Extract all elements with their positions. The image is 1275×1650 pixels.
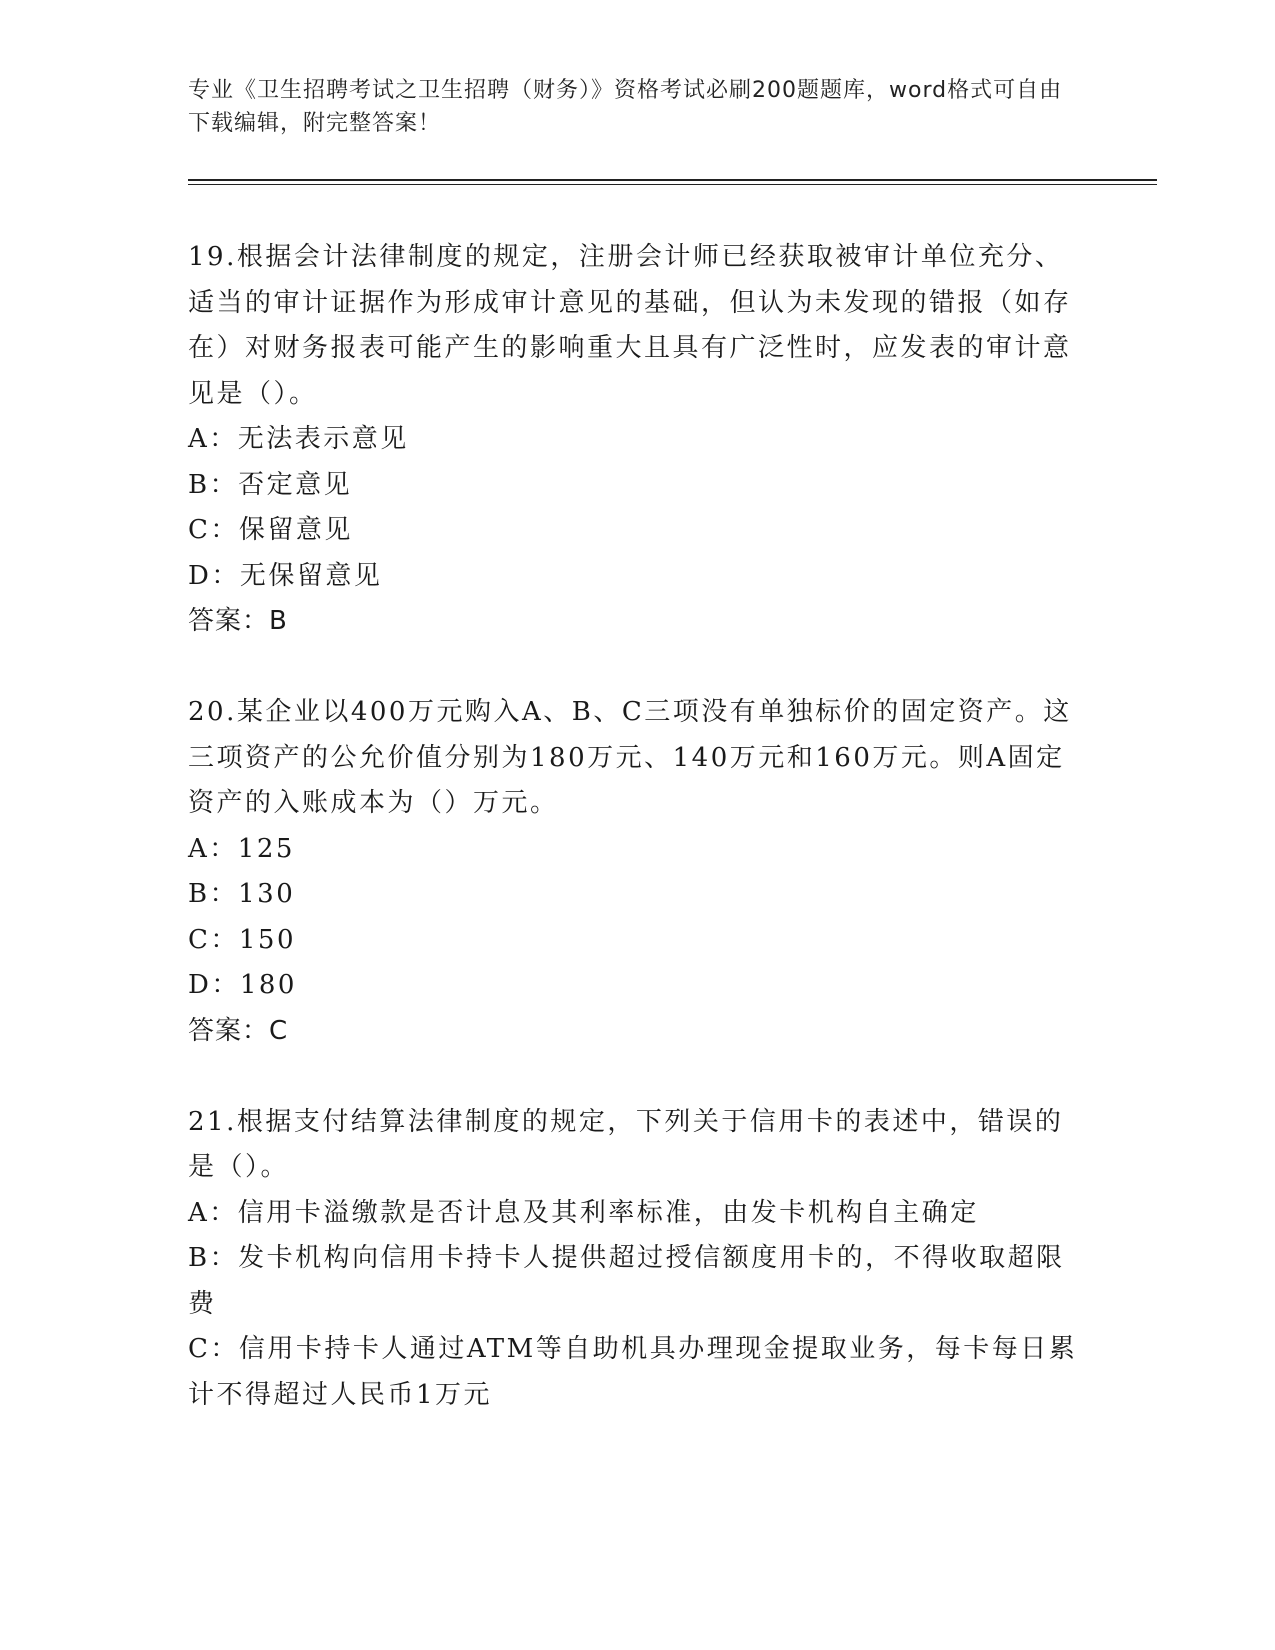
option-c: C：信用卡持卡人通过ATM等自助机具办理现金提取业务，每卡每日累计不得超过人民币1万元 bbox=[188, 1334, 1078, 1410]
question-stem: 21.根据支付结算法律制度的规定，下列关于信用卡的表述中，错误的是（）。 bbox=[188, 1106, 1064, 1182]
question-list bbox=[188, 235, 1088, 1464]
option-c: C：150 bbox=[188, 924, 297, 955]
option-b: B：发卡机构向信用卡持卡人提供超过授信额度用卡的，不得收取超限费 bbox=[188, 1243, 1065, 1319]
question-21 bbox=[188, 1100, 1088, 1419]
header-divider bbox=[188, 179, 1157, 185]
question-stem: 19.根据会计法律制度的规定，注册会计师已经获取被审计单位充分、适当的审计证据作为形成审计意见的基础，但认为未发现的错报（如存在）对财务报表可能产生的影响重大且具有广泛性时，应发表的审计意见是（）。 bbox=[188, 242, 1072, 409]
option-b: B：否定意见 bbox=[188, 469, 353, 500]
question-20 bbox=[188, 690, 1088, 1054]
option-d: D：无保留意见 bbox=[188, 560, 383, 591]
document-header: 专业《卫生招聘考试之卫生招聘（财务）》资格考试必刷200题题库，word格式可自由下载编辑，附完整答案！ bbox=[188, 78, 1063, 136]
question-stem: 20.某企业以400万元购入A、B、C三项没有单独标价的固定资产。这三项资产的公允价值分别为180万元、140万元和160万元。则A固定资产的入账成本为（）万元。 bbox=[188, 697, 1072, 818]
option-c: C：保留意见 bbox=[188, 515, 353, 545]
answer-line: 答案：B bbox=[188, 606, 288, 636]
option-a: A：125 bbox=[188, 833, 295, 864]
answer-line: 答案：C bbox=[188, 1015, 289, 1046]
question-19 bbox=[188, 235, 1088, 644]
option-d: D：180 bbox=[188, 970, 297, 1000]
option-a: A：信用卡溢缴款是否计息及其利率标准，由发卡机构自主确定 bbox=[188, 1197, 979, 1228]
option-b: B：130 bbox=[188, 879, 296, 909]
option-a: A：无法表示意见 bbox=[188, 424, 409, 454]
